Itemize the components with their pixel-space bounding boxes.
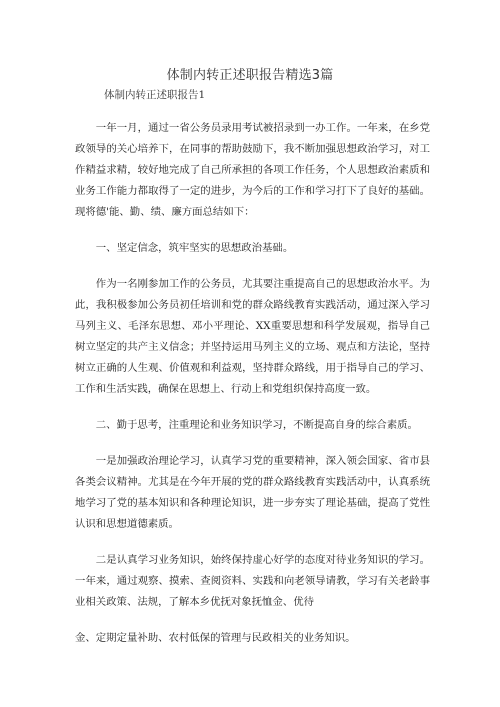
section-heading-2: 二、勤于思考，注重理论和业务知识学习，不断提高自身的综合素质。: [95, 419, 418, 431]
paragraph-continuation: 金、定期定量补助、农村低保的管理与民政相关的业务知识。: [75, 632, 356, 644]
section-heading-1: 一、坚定信念，筑牢坚实的思想政治基础。: [95, 242, 294, 254]
paragraph-section-1: 作为一名刚参加工作的公务员，尤其要注重提高自己的思想政治水平。为此，我积极参加公务员初任培训和党的群众路线教育实践活动，通过深入学习马列主义、毛泽东思想、邓小平理论、XX重要思想和科学发展观，指导自己树立坚定的共产主义信念；并坚持运用马列主义的立场、观点和方法论，坚持树立正确的人生观、价值观和利益观，坚持群众路线，用于指导自己的学习、工作和生活实践，确保在思想上、行动上和党组织保持高度一致。: [75, 278, 430, 395]
paragraph-intro: 一年一月，通过一省公务员录用考试被招录到一办工作。一年来，在乡党政领导的关心培养下，在同事的帮助鼓励下，我不断加强思想政治学习，对工作精益求精，较好地完成了自己所承担的各项工作任务，个人思想政治素质和业务工作能力都取得了一定的进步，为今后的工作和学习打下了良好的基础。现将德'能、勤、绩、廉方面总结如下：: [75, 122, 430, 218]
document-title: 体制内转正述职报告精选3篇: [166, 68, 334, 83]
document-body: [75, 118, 430, 664]
paragraph-political-study: 一是加强政治理论学习，认真学习党的重要精神，深入领会国家、省市县各类会议精神。尤其是在今年开展的党的群众路线教育实践活动中，认真系统地学习了党的基本知识和各种理论知识，进一步夯实了理论基础，提高了党性认识和思想道德素质。: [75, 455, 430, 530]
paragraph-business-study: 二是认真学习业务知识，始终保持虚心好学的态度对待业务知识的学习。一年来，通过观察、摸索、查阅资料、实践和向老领导请教，学习有关老龄事业相关政策、法规，了解本乡优抚对象抚恤金、优待: [75, 554, 430, 608]
document-subtitle: 体制内转正述职报告1: [104, 89, 206, 101]
